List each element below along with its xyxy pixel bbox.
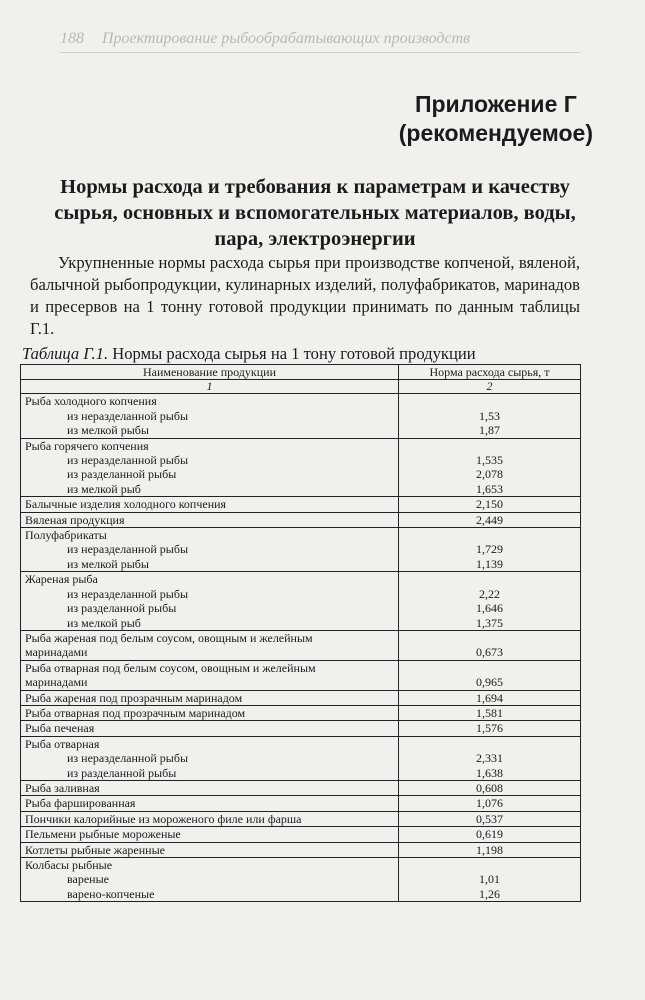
product-label: Балычные изделия холодного копчения	[25, 497, 227, 512]
product-name-cell	[21, 811, 399, 826]
product-label: Пельмени рыбные мороженые	[25, 827, 181, 842]
product-label: маринадами	[25, 645, 88, 660]
product-subtype-label: из мелкой рыб	[67, 481, 141, 496]
product-label: Пончики калорийные из мороженого филе или фарша	[25, 811, 302, 826]
norm-value: 0,537	[476, 811, 503, 826]
product-label: Рыба жареная под белым соусом, овощным и желейным	[25, 630, 313, 645]
product-subtype-label: из неразделанной рыбы	[67, 542, 189, 557]
norm-value-cell	[399, 438, 581, 497]
table-row	[21, 721, 581, 736]
product-name-cell	[21, 690, 399, 705]
table-row	[21, 690, 581, 705]
product-name-cell	[21, 572, 399, 631]
norm-value: 1,198	[476, 842, 503, 857]
product-name-cell	[21, 780, 399, 795]
norm-value: 1,729	[476, 542, 503, 557]
table-row	[21, 438, 581, 497]
header-norm: Норма расхода сырья, т	[399, 365, 581, 380]
norm-value-cell	[399, 630, 581, 660]
product-label: маринадами	[25, 675, 88, 690]
norm-value-cell	[399, 690, 581, 705]
norm-value: 2,449	[476, 512, 503, 527]
norm-value	[403, 572, 576, 586]
product-label: Жареная рыба	[25, 572, 98, 587]
product-name-cell	[21, 630, 399, 660]
norm-value-cell	[399, 660, 581, 690]
table-row	[21, 827, 581, 842]
norm-value	[403, 439, 576, 453]
norm-value: 2,22	[479, 586, 500, 601]
table-row	[21, 858, 581, 902]
product-subtype-label: вареные	[67, 872, 109, 887]
product-subtype-label: из разделанной рыбы	[67, 601, 177, 616]
norm-value: 1,53	[479, 408, 500, 423]
norm-value-cell	[399, 528, 581, 572]
product-subtype-label: варено-копченые	[67, 886, 155, 901]
norm-value: 1,87	[479, 423, 500, 438]
table-row	[21, 630, 581, 660]
product-label: Котлеты рыбные жаренные	[25, 842, 165, 857]
norm-value: 2,078	[476, 467, 503, 482]
table-row	[21, 796, 581, 811]
norm-value-cell	[399, 796, 581, 811]
norm-value: 1,646	[476, 601, 503, 616]
norm-value: 1,139	[476, 556, 503, 571]
norm-value	[403, 631, 576, 645]
norm-value-cell	[399, 827, 581, 842]
product-name-cell	[21, 736, 399, 780]
norm-value	[403, 661, 576, 675]
header-product-name: Наименование продукции	[21, 365, 399, 380]
column-number-2: 2	[399, 380, 581, 394]
document-title: Нормы расхода и требования к параметрам и качеству сырья, основных и вспомогательных материалов, воды, пара, электроэнергии	[54, 176, 576, 250]
running-head-text: Проектирование рыбообрабатывающих производств	[102, 30, 471, 47]
norm-value: 1,375	[476, 615, 503, 630]
norm-value-cell	[399, 721, 581, 736]
table-body	[21, 394, 581, 902]
norm-value: 1,576	[476, 721, 503, 736]
product-name-cell	[21, 438, 399, 497]
product-name-cell	[21, 842, 399, 857]
norm-value-cell	[399, 811, 581, 826]
table-row	[21, 660, 581, 690]
norm-value: 1,076	[476, 796, 503, 811]
norm-value-cell	[399, 858, 581, 902]
product-name-cell	[21, 512, 399, 527]
product-name-cell	[21, 394, 399, 438]
norm-value-cell	[399, 394, 581, 438]
table-row	[21, 528, 581, 572]
table-row	[21, 512, 581, 527]
product-subtype-label: из неразделанной рыбы	[67, 751, 189, 766]
norm-value	[403, 528, 576, 542]
product-subtype-label: из мелкой рыбы	[67, 556, 149, 571]
product-subtype-label: из разделанной рыбы	[67, 467, 177, 482]
norm-value-cell	[399, 780, 581, 795]
product-label: Вяленая продукция	[25, 512, 125, 527]
product-subtype-label: из мелкой рыбы	[67, 423, 149, 438]
product-name-cell	[21, 497, 399, 512]
product-label: Рыба печеная	[25, 721, 95, 736]
product-name-cell	[21, 528, 399, 572]
product-name-cell	[21, 705, 399, 720]
product-label: Рыба отварная	[25, 736, 100, 751]
product-label: Колбасы рыбные	[25, 858, 113, 872]
page-number: 188	[60, 30, 84, 47]
product-name-cell	[21, 827, 399, 842]
table-row	[21, 497, 581, 512]
norm-value: 2,150	[476, 497, 503, 512]
product-name-cell	[21, 721, 399, 736]
product-name-cell	[21, 796, 399, 811]
norm-value: 0,608	[476, 780, 503, 795]
product-name-cell	[21, 660, 399, 690]
product-subtype-label: из неразделанной рыбы	[67, 453, 189, 468]
table-caption	[22, 344, 582, 364]
norm-value-cell	[399, 497, 581, 512]
table-row	[21, 842, 581, 857]
norm-value: 0,619	[476, 827, 503, 842]
table-row	[21, 572, 581, 631]
norm-value: 1,653	[476, 481, 503, 496]
column-number-1: 1	[21, 380, 399, 394]
product-name-cell	[21, 858, 399, 902]
table-caption-number: Таблица Г.1.	[22, 344, 109, 363]
norm-value-cell	[399, 842, 581, 857]
norm-value: 0,965	[476, 675, 503, 690]
appendix-title: Приложение Г	[414, 91, 577, 117]
product-label: Рыба горячего копчения	[25, 438, 149, 453]
table-row	[21, 811, 581, 826]
norm-value: 1,638	[476, 765, 503, 780]
norm-value: 0,673	[476, 645, 503, 660]
norm-value: 1,01	[479, 872, 500, 887]
table-row	[21, 736, 581, 780]
norm-value: 1,26	[479, 886, 500, 901]
product-label: Рыба холодного копчения	[25, 394, 157, 409]
norm-value-cell	[399, 572, 581, 631]
norm-value-cell	[399, 736, 581, 780]
norm-value	[403, 858, 576, 872]
product-label: Рыба отварная под белым соусом, овощным и желейным	[25, 660, 316, 675]
column-number-row	[21, 380, 581, 394]
product-subtype-label: из неразделанной рыбы	[67, 408, 189, 423]
table-row	[21, 705, 581, 720]
norm-value-cell	[399, 705, 581, 720]
product-subtype-label: из разделанной рыбы	[67, 765, 177, 780]
product-label: Рыба фаршированная	[25, 796, 136, 811]
product-label: Полуфабрикаты	[25, 528, 107, 543]
table-header-row	[21, 365, 581, 380]
norm-value	[403, 737, 576, 751]
table-caption-text: Нормы расхода сырья на 1 тону готовой продукции	[112, 344, 476, 363]
product-label: Рыба жареная под прозрачным маринадом	[25, 690, 243, 705]
product-subtype-label: из мелкой рыб	[67, 615, 141, 630]
product-label: Рыба отварная под прозрачным маринадом	[25, 705, 246, 720]
running-head	[60, 30, 580, 53]
norm-value: 1,581	[476, 705, 503, 720]
norms-table	[20, 364, 581, 902]
appendix-note: (рекомендуемое)	[398, 120, 593, 146]
product-subtype-label: из неразделанной рыбы	[67, 586, 189, 601]
table-row	[21, 780, 581, 795]
intro-paragraph: Укрупненные нормы расхода сырья при производстве копченой, вяленой, балычной рыбопродукции, кулинарных изделий, полуфабрикатов, маринадов и пресервов на 1 тонну готовой продукции принимать по данным таблицы Г.1.	[30, 253, 580, 338]
norm-value: 2,331	[476, 751, 503, 766]
appendix-heading	[399, 90, 593, 148]
table-row	[21, 394, 581, 438]
norm-value	[403, 394, 576, 408]
norm-value: 1,694	[476, 690, 503, 705]
norm-value-cell	[399, 512, 581, 527]
product-label: Рыба заливная	[25, 780, 100, 795]
norm-value: 1,535	[476, 453, 503, 468]
